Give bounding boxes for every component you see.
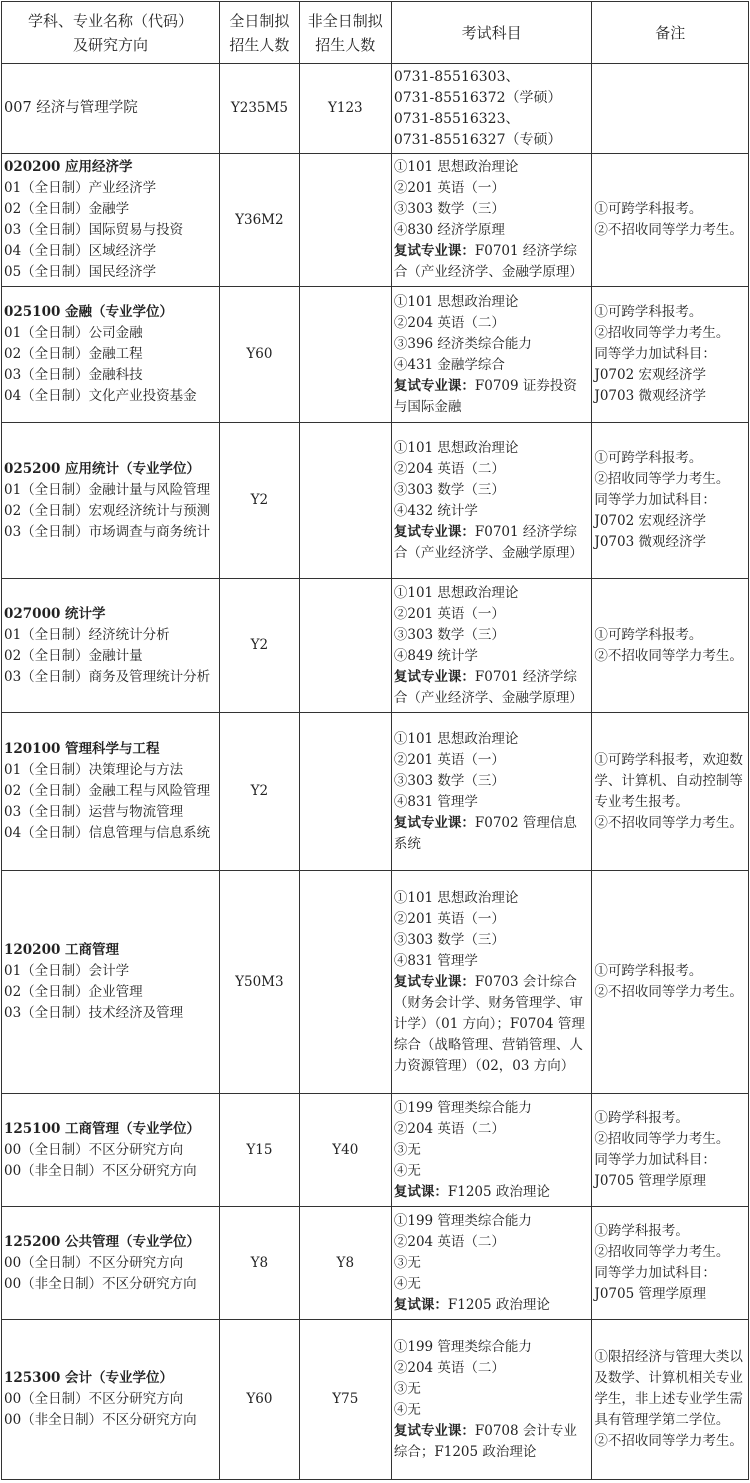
exam-subject: ④432 统计学 <box>393 502 478 519</box>
major-row <box>2 1094 749 1207</box>
research-direction: 00（全日制）不区分研究方向 <box>4 1391 184 1407</box>
exam-subjects-cell <box>391 287 592 423</box>
exam-subject: ④831 管理学 <box>393 793 478 810</box>
header-fulltime-line1: 全日制拟 <box>229 11 290 30</box>
retest-subjects <box>394 522 590 564</box>
note-line: ①可跨学科报考。 <box>594 626 703 643</box>
notes-cell <box>592 579 749 713</box>
exam-subject: ②204 英语（二） <box>393 314 505 331</box>
note-line: ②不招收同等学力考生。 <box>594 222 743 238</box>
note-line: ②不招收同等学力考生。 <box>594 1433 743 1449</box>
major-row <box>2 1207 749 1320</box>
major-code-name: 125100 工商管理（专业学位） <box>4 1120 201 1137</box>
major-code-name: 020200 应用经济学 <box>4 159 133 175</box>
research-direction: 00（全日制）不区分研究方向 <box>4 1141 184 1158</box>
parttime-quota <box>299 579 391 713</box>
exam-subject: ③303 数学（三） <box>393 931 505 948</box>
major-row <box>2 287 749 423</box>
research-direction: 03（全日制）金融科技 <box>4 367 143 383</box>
research-direction: 01（全日制）产业经济学 <box>4 180 157 196</box>
retest-subjects <box>394 1295 590 1316</box>
retest-text: F0701 经济学综合（产业经济学、金融学原理） <box>393 523 583 561</box>
major-cell <box>2 1094 220 1207</box>
contact-line: 0731-85516327（专硕） <box>393 131 562 148</box>
header-fulltime-line2: 招生人数 <box>229 35 290 54</box>
note-line: J0703 微观经济学 <box>594 388 706 404</box>
research-direction: 03（全日制）技术经济及管理 <box>4 1005 184 1021</box>
exam-subject: ②204 英语（二） <box>393 1233 505 1250</box>
research-direction: 04（全日制）区域经济学 <box>4 243 157 259</box>
major-row <box>2 154 749 287</box>
fulltime-quota: Y50M3 <box>219 871 299 1094</box>
notes-cell <box>592 1320 749 1480</box>
notes-cell <box>592 871 749 1094</box>
research-direction: 00（非全日制）不区分研究方向 <box>4 1275 197 1292</box>
header-parttime-line2: 招生人数 <box>315 35 376 54</box>
research-direction: 04（全日制）信息管理与信息系统 <box>4 825 211 841</box>
note-line: ①可跨学科报考，欢迎数学、计算机、自动控制等专业考生报考。 <box>594 751 743 810</box>
parttime-quota: Y40 <box>299 1094 391 1207</box>
major-row <box>2 423 749 579</box>
major-code-name: 120100 管理科学与工程 <box>4 741 160 757</box>
major-cell <box>2 287 220 423</box>
exam-subject: ③303 数学（三） <box>393 626 505 643</box>
retest-label: 复试专业课： <box>393 1422 475 1439</box>
note-line: J0702 宏观经济学 <box>594 513 706 529</box>
exam-subject: ③303 数学（三） <box>393 481 505 498</box>
exam-subject: ④431 金融学综合 <box>393 356 505 373</box>
note-line: ①可跨学科报考。 <box>594 450 703 466</box>
retest-subjects <box>394 1421 590 1463</box>
major-cell <box>2 1207 220 1320</box>
exam-subject: ①199 管理类综合能力 <box>393 1099 532 1116</box>
retest-text: F0702 管理信息系统 <box>393 814 577 852</box>
header-major-line1: 学科、专业名称（代码） <box>27 11 193 30</box>
parttime-quota: Y8 <box>299 1207 391 1320</box>
exam-subjects-cell <box>391 579 592 713</box>
college-contact <box>391 64 592 154</box>
exam-subject: ①101 思想政治理论 <box>393 159 519 175</box>
note-line: ②不招收同等学力考生。 <box>594 814 743 831</box>
major-row <box>2 1320 749 1480</box>
note-line: ②招收同等学力考生。 <box>594 325 730 341</box>
college-name <box>2 64 220 154</box>
note-line: 同等学力加试科目： <box>594 346 716 362</box>
header-major-line2: 及研究方向 <box>72 35 148 54</box>
research-direction: 03（全日制）市场调查与商务统计 <box>4 523 211 540</box>
retest-text: F1205 政治理论 <box>447 1296 550 1313</box>
exam-subjects-cell <box>391 713 592 871</box>
retest-label: 复试课： <box>393 1183 448 1200</box>
exam-subject: ②204 英语（二） <box>393 1120 505 1137</box>
major-code-name: 027000 统计学 <box>4 605 106 622</box>
exam-subject: ①101 思想政治理论 <box>393 889 519 906</box>
note-line: 同等学力加试科目： <box>594 492 716 508</box>
fulltime-quota: Y15 <box>219 1094 299 1207</box>
notes-cell <box>592 287 749 423</box>
research-direction: 05（全日制）国民经济学 <box>4 264 157 280</box>
fulltime-quota: Y2 <box>219 423 299 579</box>
major-cell <box>2 423 220 579</box>
exam-subjects-cell <box>391 423 592 579</box>
note-line: ②招收同等学力考生。 <box>594 1131 730 1147</box>
college-fulltime: Y235M5 <box>219 64 299 154</box>
notes-cell <box>592 1094 749 1207</box>
fulltime-quota: Y60 <box>219 1320 299 1480</box>
note-line: 同等学力加试科目： <box>594 1265 716 1281</box>
research-direction: 00（非全日制）不区分研究方向 <box>4 1162 197 1179</box>
research-direction: 00（全日制）不区分研究方向 <box>4 1254 184 1271</box>
note-line: ①限招经济与管理大类以及数学、计算机相关专业学生，非上述专业学生需具有管理学第二学位。 <box>594 1349 743 1428</box>
research-direction: 01（全日制）公司金融 <box>4 325 143 341</box>
note-line: ①跨学科报考。 <box>594 1110 689 1126</box>
research-direction: 01（全日制）会计学 <box>4 963 130 979</box>
exam-subject: ④849 统计学 <box>393 647 478 664</box>
research-direction: 03（全日制）商务及管理统计分析 <box>4 668 211 685</box>
retest-label: 复试课： <box>393 1296 448 1313</box>
retest-subjects <box>394 241 590 283</box>
research-direction: 02（全日制）金融工程 <box>4 346 143 362</box>
retest-text: F0703 会计综合（财务会计学、财务管理学、审计学）（01 方向）；F0704 管理综合（战略管理、营销管理、人力资源管理）（02，03 方向） <box>393 973 585 1074</box>
research-direction: 01（全日制）经济统计分析 <box>4 626 170 643</box>
research-direction: 03（全日制）运营与物流管理 <box>4 804 184 820</box>
exam-subject: ②201 英语（一） <box>393 910 505 927</box>
parttime-quota <box>299 154 391 287</box>
header-exams: 考试科目 <box>391 2 592 64</box>
note-line: ②不招收同等学力考生。 <box>594 647 743 664</box>
exam-subject: ①101 思想政治理论 <box>393 730 519 747</box>
retest-label: 复试专业课： <box>393 814 475 831</box>
header-row <box>2 2 749 64</box>
exam-subject: ④830 经济学原理 <box>393 222 505 238</box>
note-line: ①可跨学科报考。 <box>594 304 703 320</box>
notes-cell <box>592 423 749 579</box>
header-fulltime <box>219 2 299 64</box>
exam-subject: ④无 <box>393 1162 421 1179</box>
exam-subject: ③无 <box>393 1254 421 1271</box>
exam-subject: ③无 <box>393 1380 421 1397</box>
retest-label: 复试专业课： <box>393 523 475 540</box>
exam-subjects-cell <box>391 154 592 287</box>
exam-subject: ②204 英语（二） <box>393 1359 505 1376</box>
fulltime-quota: Y60 <box>219 287 299 423</box>
retest-label: 复试专业课： <box>393 243 475 259</box>
exam-subject: ④831 管理学 <box>393 952 478 969</box>
parttime-quota <box>299 423 391 579</box>
retest-label: 复试专业课： <box>393 377 475 394</box>
contact-line: 0731-85516303、 <box>393 68 520 85</box>
note-line: J0705 管理学原理 <box>594 1286 706 1302</box>
note-line: J0702 宏观经济学 <box>594 367 706 383</box>
retest-label: 复试专业课： <box>393 973 475 990</box>
note-line: ①可跨学科报考。 <box>594 201 703 217</box>
college-name-text: 007 经济与管理学院 <box>4 100 138 116</box>
retest-text: F0701 经济学综合（产业经济学、金融学原理） <box>393 668 583 706</box>
retest-text: F0708 会计专业综合；F1205 政治理论 <box>393 1422 577 1460</box>
header-parttime <box>299 2 391 64</box>
exam-subject: ②204 英语（二） <box>393 460 505 477</box>
major-row <box>2 579 749 713</box>
exam-subject: ②201 英语（一） <box>393 751 505 768</box>
research-direction: 02（全日制）宏观经济统计与预测 <box>4 502 211 519</box>
exam-subject: ③303 数学（三） <box>393 772 505 789</box>
exam-subject: ①101 思想政治理论 <box>393 293 519 310</box>
major-cell <box>2 154 220 287</box>
research-direction: 03（全日制）国际贸易与投资 <box>4 222 184 238</box>
exam-subject: ①199 管理类综合能力 <box>393 1338 532 1355</box>
exam-subject: ②201 英语（一） <box>393 180 505 196</box>
major-code-name: 125200 公共管理（专业学位） <box>4 1233 201 1250</box>
retest-text: F1205 政治理论 <box>447 1183 550 1200</box>
header-notes: 备注 <box>592 2 749 64</box>
research-direction: 02（全日制）金融工程与风险管理 <box>4 783 211 799</box>
exam-subjects-cell <box>391 1207 592 1320</box>
exam-subject: ①101 思想政治理论 <box>393 584 519 601</box>
contact-line: 0731-85516323、 <box>393 110 520 127</box>
parttime-quota <box>299 287 391 423</box>
exam-subjects-cell <box>391 871 592 1094</box>
exam-subjects-cell <box>391 1094 592 1207</box>
notes-cell <box>592 713 749 871</box>
college-notes <box>592 64 749 154</box>
major-code-name: 025100 金融（专业学位） <box>4 304 174 320</box>
research-direction: 02（全日制）金融学 <box>4 201 130 217</box>
major-row <box>2 713 749 871</box>
major-row <box>2 871 749 1094</box>
exam-subject: ①101 思想政治理论 <box>393 439 519 456</box>
college-row <box>2 64 749 154</box>
parttime-quota <box>299 871 391 1094</box>
exam-subject: ②201 英语（一） <box>393 605 505 622</box>
exam-subject: ③无 <box>393 1141 421 1158</box>
note-line: J0703 微观经济学 <box>594 534 706 550</box>
fulltime-quota: Y36M2 <box>219 154 299 287</box>
exam-subject: ④无 <box>393 1401 421 1418</box>
exam-subject: ③303 数学（三） <box>393 201 505 217</box>
research-direction: 02（全日制）企业管理 <box>4 984 143 1000</box>
exam-subject: ①199 管理类综合能力 <box>393 1212 532 1229</box>
exam-subject: ④无 <box>393 1275 421 1292</box>
admissions-table <box>1 1 749 1480</box>
college-parttime: Y123 <box>299 64 391 154</box>
major-code-name: 125300 会计（专业学位） <box>4 1370 174 1386</box>
contact-line: 0731-85516372（学硕） <box>393 89 562 106</box>
major-cell <box>2 713 220 871</box>
research-direction: 00（非全日制）不区分研究方向 <box>4 1412 197 1428</box>
note-line: 同等学力加试科目： <box>594 1152 716 1168</box>
header-major <box>2 2 220 64</box>
notes-cell <box>592 1207 749 1320</box>
note-line: ①可跨学科报考。 <box>594 963 703 979</box>
note-line: J0705 管理学原理 <box>594 1173 706 1189</box>
retest-text: F0709 证券投资与国际金融 <box>393 377 577 415</box>
retest-subjects <box>394 972 590 1077</box>
exam-subjects-cell <box>391 1320 592 1480</box>
parttime-quota: Y75 <box>299 1320 391 1480</box>
note-line: ②招收同等学力考生。 <box>594 1244 730 1260</box>
retest-subjects <box>394 813 590 855</box>
major-code-name: 025200 应用统计（专业学位） <box>4 460 201 477</box>
retest-subjects <box>394 667 590 709</box>
header-parttime-line1: 非全日制拟 <box>307 11 383 30</box>
research-direction: 01（全日制）金融计量与风险管理 <box>4 481 211 498</box>
fulltime-quota: Y2 <box>219 713 299 871</box>
research-direction: 02（全日制）金融计量 <box>4 647 143 664</box>
retest-subjects <box>394 1182 590 1203</box>
parttime-quota <box>299 713 391 871</box>
fulltime-quota: Y2 <box>219 579 299 713</box>
note-line: ②招收同等学力考生。 <box>594 471 730 487</box>
major-cell <box>2 579 220 713</box>
note-line: ①跨学科报考。 <box>594 1223 689 1239</box>
retest-label: 复试专业课： <box>393 668 475 685</box>
retest-text: F0701 经济学综合（产业经济学、金融学原理） <box>393 243 583 280</box>
research-direction: 01（全日制）决策理论与方法 <box>4 762 184 778</box>
major-code-name: 120200 工商管理 <box>4 942 120 958</box>
fulltime-quota: Y8 <box>219 1207 299 1320</box>
major-cell <box>2 871 220 1094</box>
exam-subject: ③396 经济类综合能力 <box>393 335 532 352</box>
retest-subjects <box>394 376 590 418</box>
note-line: ②不招收同等学力考生。 <box>594 984 743 1000</box>
notes-cell <box>592 154 749 287</box>
research-direction: 04（全日制）文化产业投资基金 <box>4 388 197 404</box>
major-cell <box>2 1320 220 1480</box>
